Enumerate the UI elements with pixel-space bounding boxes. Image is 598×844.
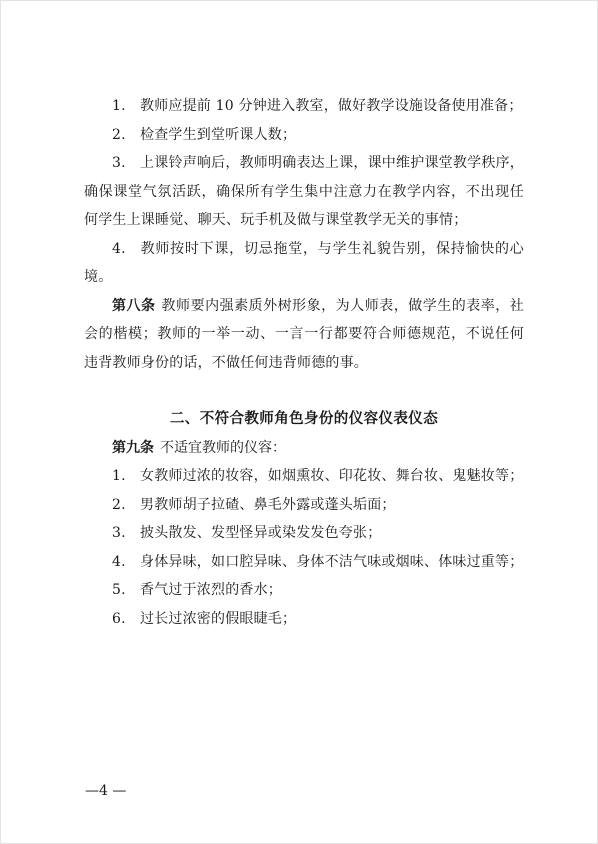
item-text: 检查学生到堂听课人数； [140,126,297,143]
item-number: 1. [112,98,126,114]
item-number: 4. [112,553,126,570]
section-spacer [84,377,524,405]
item-number: 3. [112,525,126,541]
item-text: 上课铃声响后，教师明确表达上课，课中维护课堂教学秩序，确保课堂气氛活跃，确保所有学生集中注意力在教学内容，不出现任何学生上课睡觉、聊天、玩手机及做与课堂教学无关的事情； [84,155,524,228]
item-number: 4. [112,240,126,257]
list-item [84,491,524,520]
article-8-label: 第八条 [112,297,156,314]
list-item [84,462,524,491]
list-item [84,92,524,121]
article-9 [84,434,524,463]
list-item [84,235,524,292]
item-text: 过长过浓密的假眼睫毛； [140,610,297,627]
list-item [84,149,524,235]
article-9-text: 不适宜教师的仪容： [160,439,286,456]
article-8 [84,292,524,378]
item-number: 6. [112,610,126,627]
page-number: —4 — [85,783,127,799]
item-number: 5. [112,582,126,598]
section-heading: 二、不符合教师角色身份的仪容仪表仪态 [169,411,439,427]
item-number: 2. [112,126,126,143]
article-8-text: 教师要内强素质外树形象，为人师表，做学生的表率，社会的楷模；教师的一举一动、一言一行都要符合师德规范，不说任何违背教师身份的话，不做任何违背师德的事。 [84,297,525,371]
list-item [84,605,524,634]
item-text: 男教师胡子拉碴、鼻毛外露或蓬头垢面； [140,496,396,513]
item-text: 女教师过浓的妆容，如烟熏妆、印花妆、舞台妆、鬼魅妆等； [140,468,524,484]
item-text: 身体异味，如口腔异味、身体不洁气味或烟味、体味过重等； [140,553,524,570]
list-item [84,121,524,150]
item-text: 教师按时下课，切忌拖堂，与学生礼貌告别，保持愉快的心境。 [84,240,524,285]
list-item [84,576,524,605]
document-body [84,92,524,633]
list-item [84,548,524,577]
item-text: 教师应提前 10 分钟进入教室，做好教学设施设备使用准备； [140,98,523,114]
item-number: 1. [112,468,126,484]
list-item [84,519,524,548]
item-number: 2. [112,496,126,513]
item-number: 3. [112,155,126,171]
item-text: 香气过于浓烈的香水； [140,582,282,598]
article-9-label: 第九条 [112,439,154,456]
item-text: 披头散发、发型怪异或染发发色夸张； [140,525,382,541]
